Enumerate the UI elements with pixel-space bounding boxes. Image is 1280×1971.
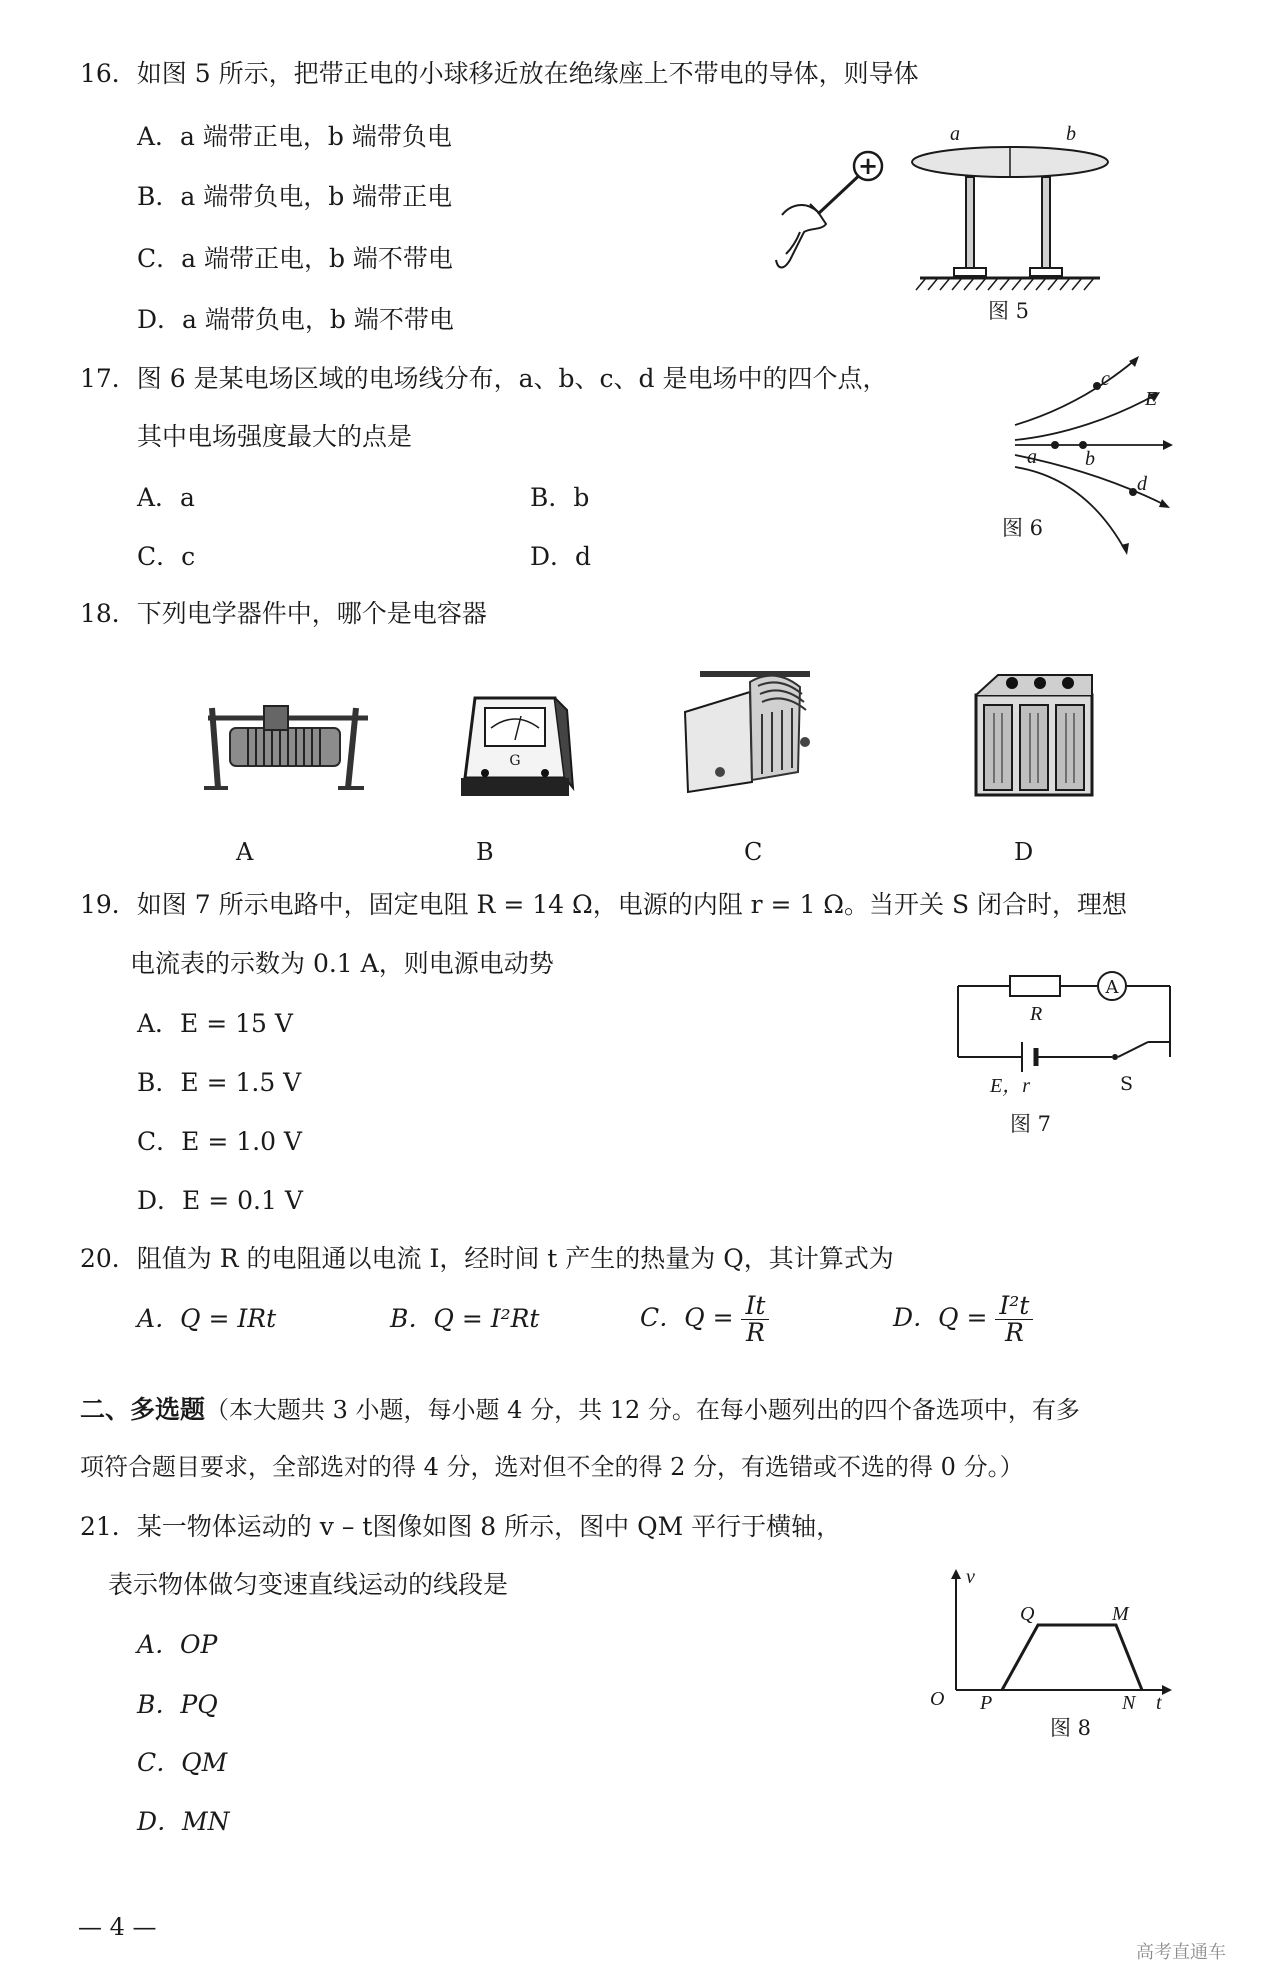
q16-option-a: A．a 端带正电，b 端带负电 — [137, 122, 452, 151]
figure-5-caption: 图 5 — [988, 299, 1030, 323]
q20-option-c-prefix: C．Q = — [640, 1303, 734, 1332]
label-E-r: E，r — [990, 1075, 1030, 1097]
q21-stem-line1: 21．某一物体运动的 v – t图像如图 8 所示，图中 QM 平行于横轴， — [80, 1512, 842, 1541]
figure-6-caption: 图 6 — [1002, 516, 1044, 540]
field-points — [1051, 382, 1137, 496]
q18-stem: 18．下列电学器件中，哪个是电容器 — [80, 599, 487, 628]
q18-label-a: A — [236, 838, 254, 866]
q20-option-a: A．Q = IRt — [137, 1304, 277, 1333]
q17-option-a: A．a — [137, 483, 195, 512]
circuit-wires — [958, 986, 1170, 1057]
q20-stem: 20．阻值为 R 的电阻通以电流 I，经时间 t 产生的热量为 Q，其计算式为 — [80, 1244, 894, 1273]
v-t-graph — [1002, 1625, 1142, 1690]
ground-hatching — [916, 278, 1094, 290]
q19-stem-line1: 19．如图 7 所示电路中，固定电阻 R = 14 Ω，电源的内阻 r = 1 Ω。当开关 S 闭合时，理想 — [80, 890, 1128, 919]
watermark: 高考直通车 — [1136, 1942, 1226, 1963]
label-v: v — [966, 1566, 975, 1588]
q20-option-c — [640, 1288, 769, 1348]
galvanometer-icon — [455, 688, 575, 803]
q21-stem-line2: 表示物体做匀变速直线运动的线段是 — [108, 1570, 509, 1599]
variable-capacitor-icon — [680, 662, 830, 802]
section2-header — [80, 1393, 1080, 1427]
figure-5 — [770, 120, 1130, 330]
label-d: d — [1137, 473, 1147, 495]
label-b: b — [1066, 123, 1076, 145]
q21-option-d: D．MN — [137, 1807, 230, 1836]
q20-option-c-num: It — [741, 1293, 769, 1320]
q16-option-c: C．a 端带正电，b 端不带电 — [137, 244, 453, 273]
insulating-stands — [954, 177, 1062, 277]
q19-option-b: B．E = 1.5 V — [137, 1068, 302, 1097]
q19-stem-line2: 电流表的示数为 0.1 A，则电源电动势 — [130, 949, 554, 978]
positive-charge-symbol: + — [857, 151, 879, 180]
q17-stem-line2: 其中电场强度最大的点是 — [137, 422, 413, 451]
label-c: c — [1101, 368, 1110, 390]
page-number: — 4 — — [78, 1913, 157, 1941]
section2-desc-line1: （本大题共 3 小题，每小题 4 分，共 12 分。在每小题列出的四个备选项中，有多 — [205, 1396, 1080, 1424]
label-O: O — [930, 1688, 945, 1710]
label-a: a — [950, 123, 960, 145]
q20-option-d-prefix: D．Q = — [893, 1303, 988, 1332]
figure-7-caption: 图 7 — [1010, 1112, 1052, 1136]
label-Q: Q — [1020, 1603, 1035, 1625]
figure-8 — [920, 1565, 1180, 1725]
label-S: S — [1120, 1073, 1134, 1095]
field-arrowheads — [1121, 356, 1173, 555]
q18-label-b: B — [476, 838, 494, 866]
q21-option-c: C．QM — [137, 1748, 228, 1777]
label-t: t — [1156, 1692, 1162, 1714]
svg-text:G: G — [509, 753, 521, 769]
figure-8-caption: 图 8 — [1050, 1716, 1092, 1740]
rheostat-icon — [198, 698, 378, 798]
section2-title: 二、多选题 — [80, 1395, 206, 1424]
resistor-R — [1010, 976, 1060, 996]
q20-option-b: B．Q = I²Rt — [390, 1304, 540, 1333]
q17-option-d: D．d — [530, 542, 592, 571]
q19-option-a: A．E = 15 V — [137, 1009, 293, 1038]
q18-label-d: D — [1014, 838, 1034, 866]
switch-contact — [1112, 1054, 1118, 1060]
q20-option-d — [893, 1288, 1033, 1348]
q16-option-d: D．a 端带负电，b 端不带电 — [137, 305, 454, 334]
q20-option-c-fraction — [741, 1293, 769, 1346]
q17-option-b: B．b — [530, 483, 590, 512]
q17-option-c: C．c — [137, 542, 196, 571]
q20-option-d-den: R — [1004, 1318, 1024, 1347]
q18-label-c: C — [744, 838, 763, 866]
q20-option-d-num: I²t — [995, 1293, 1033, 1320]
label-ammeter: A — [1105, 977, 1119, 998]
label-a: a — [1027, 446, 1037, 468]
label-M: M — [1112, 1603, 1129, 1625]
q20-option-c-den: R — [746, 1318, 765, 1347]
label-b: b — [1085, 448, 1095, 470]
battery-icon — [968, 665, 1098, 805]
q16-stem: 16．如图 5 所示，把带正电的小球移近放在绝缘座上不带电的导体，则导体 — [80, 59, 919, 88]
label-N: N — [1122, 1692, 1136, 1714]
q20-option-d-fraction — [995, 1293, 1033, 1346]
q21-option-b: B．PQ — [137, 1690, 218, 1719]
q19-option-d: D．E = 0.1 V — [137, 1186, 303, 1215]
figure-7 — [950, 962, 1180, 1102]
section2-desc-line2: 项符合题目要求，全部选对的得 4 分，选对但不全的得 2 分，有选错或不选的得 0 分。） — [80, 1453, 1024, 1481]
q21-option-a: A．OP — [137, 1630, 218, 1659]
label-E: E — [1145, 388, 1158, 410]
label-P: P — [980, 1692, 993, 1714]
q16-option-b: B．a 端带负电，b 端带正电 — [137, 182, 453, 211]
label-R: R — [1030, 1003, 1043, 1025]
q17-stem-line1: 17．图 6 是某电场区域的电场线分布，a、b、c、d 是电场中的四个点， — [80, 364, 888, 393]
q19-option-c: C．E = 1.0 V — [137, 1127, 302, 1156]
